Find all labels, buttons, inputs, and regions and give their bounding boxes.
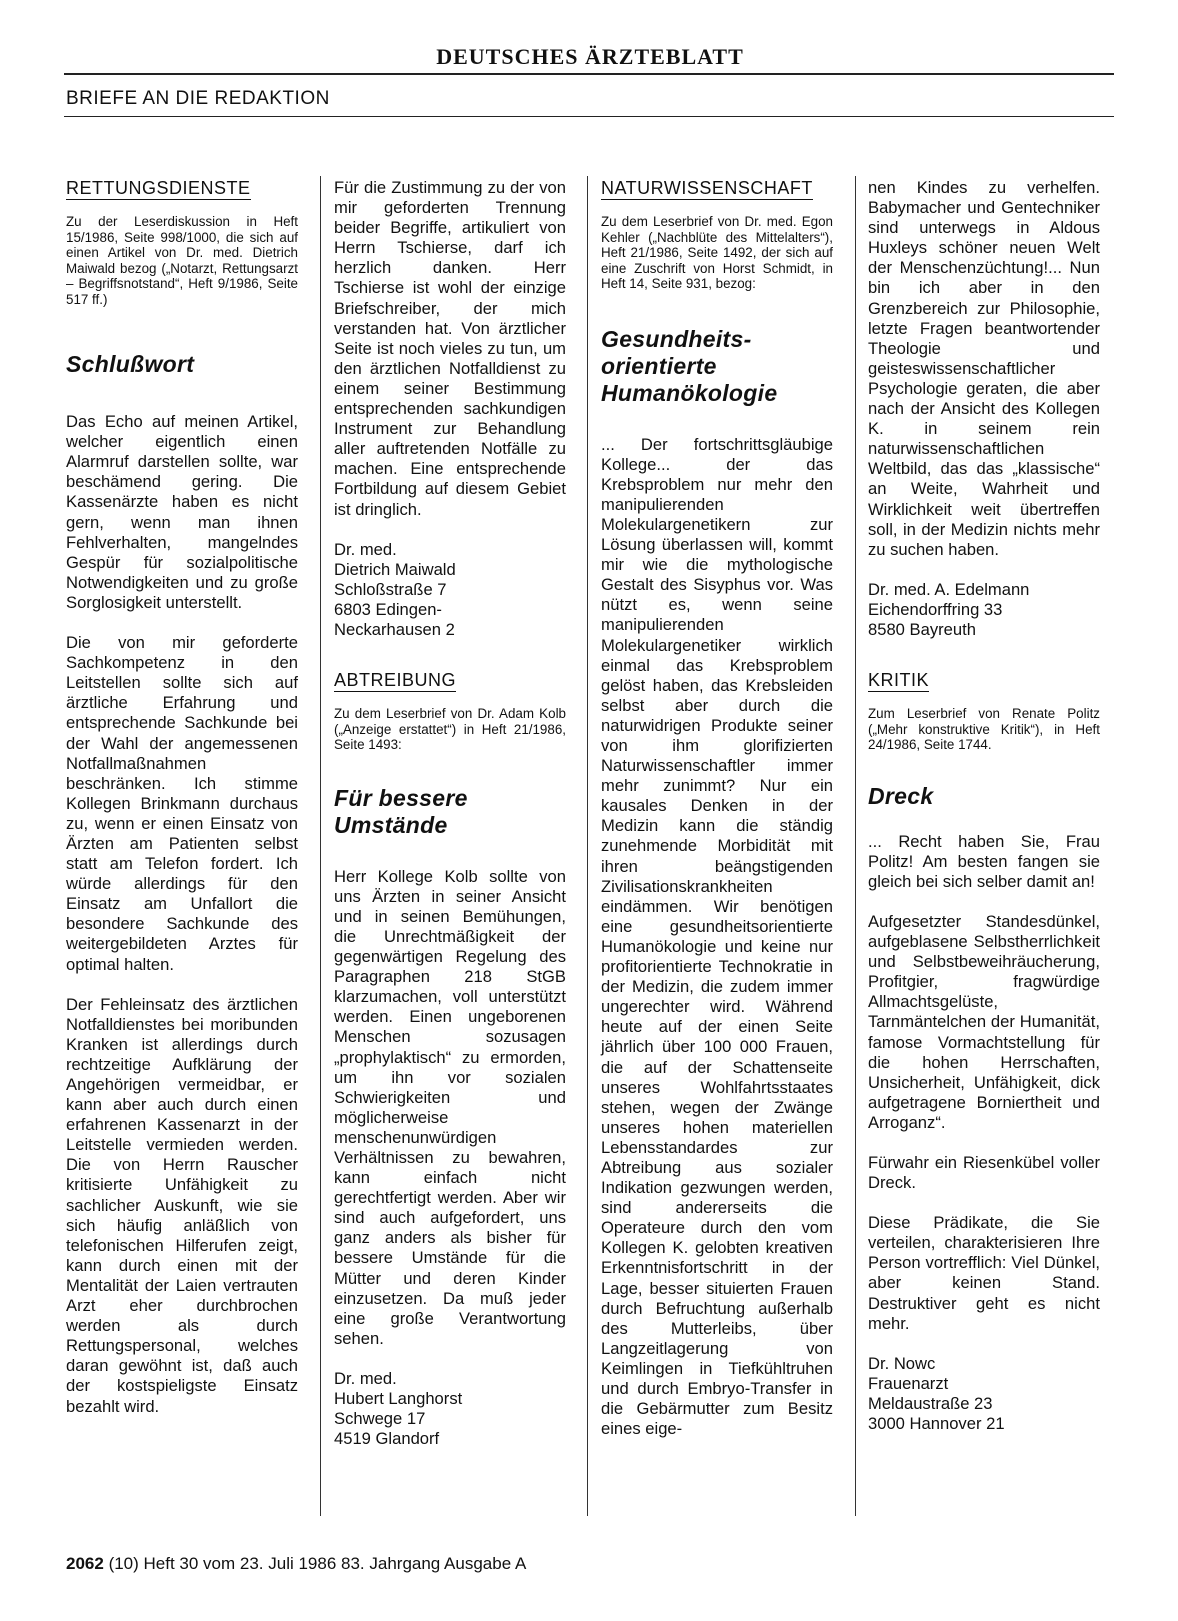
paragraph: Diese Prädikate, die Sie verteilen, charakterisieren Ihre Person vortrefflich: Viel Dünkel, aber keinen Stand. Destruktiver geht es nicht mehr. xyxy=(868,1213,1100,1333)
signature-line: Frauenarzt xyxy=(868,1373,949,1393)
letter-intro: Zu der Leserdiskussion in Heft 15/1986, Seite 998/1000, die sich auf einen Artikel von Dr. med. Dietrich Maiwald bezog („Notarzt, Rettungsarzt – Begriffsnotstand“, Heft 9/1986, Seite 517 ff.) xyxy=(66,214,298,307)
signature-line: Schwege 17 xyxy=(334,1409,426,1429)
letter-headline: Schlußwort xyxy=(66,351,195,378)
paragraph: Die von mir geforderte Sachkompetenz in den Leitstellen sollte sich auf ärztliche Erfahrung und entsprechende Sachkunde bei der Wahl der angemessenen Notfallmaßnahmen beschränken. Ich stimme Kollegen Brinkmann durchaus zu, wenn er einen Einsatz von Ärzten am Patienten selbst statt am Telefon fordert. Ich würde allerdings für den Einsatz am Unfallort die besondere Sachkunde des weitergebildeten Arztes für optimal halten. xyxy=(66,633,298,974)
letter-intro: Zu dem Leserbrief von Dr. med. Egon Kehler („Nachblüte des Mittelalters“), Heft 21/1986, Seite 1492, der sich auf eine Zuschrift von Horst Schmidt, in Heft 14, Seite 931, bezog: xyxy=(601,214,833,292)
signature-line: 4519 Glandorf xyxy=(334,1429,440,1449)
headline-line: Für bessere xyxy=(334,784,468,811)
column-divider xyxy=(855,176,856,1516)
letter-headline xyxy=(334,785,566,839)
letter-headline: Dreck xyxy=(868,782,934,809)
signature-line: Meldaustraße 23 xyxy=(868,1393,993,1413)
masthead: DEUTSCHES ÄRZTEBLATT xyxy=(436,44,744,69)
page-footer xyxy=(66,1554,526,1574)
column-divider xyxy=(320,176,321,1516)
paragraph: Das Echo auf meinen Artikel, welcher eigentlich einen Alarmruf darstellen sollte, war beschämend gering. Die Kassenärzte haben es nicht gern, wenn man ihnen Fehlverhalten, mangelndes Gespür für sozialpolitische Notwendigkeiten und zu große Sorglosigkeit unterstellt. xyxy=(66,412,298,612)
signature-line: Dr. med. A. Edelmann xyxy=(868,579,1030,599)
signature xyxy=(868,1354,1100,1434)
letter-headline xyxy=(601,326,833,407)
issue-info: (10) Heft 30 vom 23. Juli 1986 83. Jahrgang Ausgabe A xyxy=(108,1554,527,1573)
section-rule xyxy=(64,116,1114,117)
paragraph: Der Fehleinsatz des ärztlichen Notfalldienstes bei moribunden Kranken ist allerdings durch rechtzeitige Aufklärung der Angehörigen vermeidbar, er kann aber auch durch einen erfahrenen Kassenarzt in der Leitstelle vermieden werden. Die von Herrn Rauscher kritisierte Unfähigkeit zu sachlicher Auskunft, wie sie sich häufig anläßlich von telefonischen Hilferufen zeigt, kann durch einen mit der Mentalität der Laien vertrauten Arzt eher durchbrochen werden als durch Rettungspersonal, welches daran gewöhnt ist, daß auch der kostspieligste Einsatz bezahlt wird. xyxy=(66,994,298,1416)
paragraph: Aufgesetzter Standesdünkel, aufgeblasene Selbstherrlichkeit und Selbstbeweihräucherung, Profitgier, fragwürdige Allmachtsgelüste, Tarnmäntelchen der Humanität, famose Vormachtstellung für die hohen Herrschaften, Unsicherheit, Unfähigkeit, dick aufgetragene Borniertheit und Arroganz“. xyxy=(868,911,1100,1132)
column-1 xyxy=(66,178,298,1417)
column-3 xyxy=(601,178,833,1439)
column-divider xyxy=(587,176,588,1516)
column-4 xyxy=(868,178,1100,1434)
letter-intro: Zum Leserbrief von Renate Politz („Mehr konstruktive Kritik“), in Heft 24/1986, Seite 1744. xyxy=(868,706,1100,753)
letter-intro: Zu dem Leserbrief von Dr. Adam Kolb („Anzeige erstattet“) in Heft 21/1986, Seite 1493: xyxy=(334,706,566,753)
signature-line: Dr. med. xyxy=(334,539,397,559)
section-title: BRIEFE AN DIE REDAKTION xyxy=(66,88,330,109)
signature xyxy=(334,1369,566,1449)
signature-line: 6803 Edingen- xyxy=(334,599,442,619)
rubric: NATURWISSENSCHAFT xyxy=(601,178,813,200)
signature-line: Dr. Nowc xyxy=(868,1353,936,1373)
signature-line: 8580 Bayreuth xyxy=(868,619,976,639)
signature-line: Dr. med. xyxy=(334,1368,397,1388)
headline-line: Umstände xyxy=(334,811,448,838)
headline-line: Gesundheits- xyxy=(601,325,752,352)
page-number: 2062 xyxy=(66,1554,104,1573)
rubric: KRITIK xyxy=(868,670,929,692)
signature xyxy=(334,540,566,640)
signature-line: Hubert Langhorst xyxy=(334,1389,463,1408)
signature-line: 3000 Hannover 21 xyxy=(868,1414,1005,1433)
signature xyxy=(868,580,1100,640)
signature-line: Eichendorffring 33 xyxy=(868,599,1003,619)
signature-line: Schloßstraße 7 xyxy=(334,579,447,599)
masthead-rule xyxy=(64,73,1114,75)
paragraph: ... Der fortschrittsgläubige Kollege... der das Krebsproblem nur mehr den manipulierenden Molekulargenetikern zur Lösung überlassen will, kommt mir wie die mythologische Gestalt des Sisyphus vor. Was nützt es, wenn seine manipulierenden Molekulargenetiker wirklich einmal das Krebsproblem gelöst haben, das Krebsleiden selbst aber durch die naturwidrigen Produkte seiner von ihm glorifizierten Naturwissenschaftler immer mehr zunimmt? Nur ein kausales Denken in der Medizin kann die ständig zunehmende Morbidität mit ihren beängstigenden Zivilisationskrankheiten eindämmen. Wir benötigen eine gesundheitsorientierte Humanökologie und keine nur profitorientierte Technokratie in der Medizin, die zudem immer ungerechter wird. Während heute auf der einen Seite jährlich über 100 000 Frauen, die auf der Schattenseite unseres Wohlfahrtsstaates stehen, wegen der Zwänge unseres hohen materiellen Lebensstandardes zur Abtreibung aus sozialer Indikation gezwungen werden, sind andererseits die Operateure durch den vom Kollegen K. gelobten kreativen Erkenntnisfortschritt in der Lage, besser situierten Frauen durch Befruchtung außerhalb des Mutterleibs, über Langzeitlagerung von Keimlingen in Tiefkühltruhen und durch Embryo-Transfer in die Gebärmutter zum Besitz eines eige- xyxy=(601,434,833,1439)
paragraph: Fürwahr ein Riesenkübel voller Dreck. xyxy=(868,1152,1100,1193)
paragraph: ... Recht haben Sie, Frau Politz! Am besten fangen sie gleich bei sich selber damit an! xyxy=(868,831,1100,891)
headline-line: Humanökologie xyxy=(601,379,778,406)
signature-line: Dietrich Maiwald xyxy=(334,559,456,579)
paragraph: nen Kindes zu verhelfen. Babymacher und Gentechniker sind unterwegs in Aldous Huxleys schöner neuen Welt der Menschenzüchtung!... Nun bin ich aber in den Grenzbereich zur Philosophie, letzte Fragen beantwortender Theologie und geisteswissenschaftlicher Psychologie geraten, die aber nach der Ansicht des Kollegen K. in seinem rein naturwissenschaftlichen Weltbild, das das „klassische“ an Weite, Wahrheit und Wirklichkeit weit übertreffen soll, in der Medizin nichts mehr zu suchen haben. xyxy=(868,178,1100,559)
paragraph: Herr Kollege Kolb sollte von uns Ärzten in seiner Ansicht und in seinen Bemühungen, die Unrechtmäßigkeit der gegenwärtigen Regelung des Paragraphen 218 StGB klarzumachen, voll unterstützt werden. Einen ungeborenen Menschen sozusagen „prophylaktisch“ zu ermorden, um ihn vor sozialen Schwierigkeiten und möglicherweise menschenunwürdigen Verhältnissen zu bewahren, kann einfach nicht gerechtfertigt werden. Aber wir sind auch aufgefordert, uns ganz anders als bisher für bessere Umstände für die Mütter und deren Kinder einzusetzen. Da muß jeder eine große Verantwortung sehen. xyxy=(334,866,566,1348)
headline-line: orientierte xyxy=(601,352,717,379)
rubric: ABTREIBUNG xyxy=(334,670,456,692)
rubric: RETTUNGSDIENSTE xyxy=(66,178,251,200)
signature-line: Neckarhausen 2 xyxy=(334,619,455,639)
paragraph: Für die Zustimmung zu der von mir geforderten Trennung beider Begriffe, artikuliert von Herrn Tschierse, darf ich herzlich danken. Herr Tschierse ist wohl der einzige Briefschreiber, der mich verstanden hat. Von ärztlicher Seite ist noch vieles zu tun, um den ärztlichen Notfalldienst zu einem seiner Bestimmung entsprechenden sachkundigen Instrument zur Behandlung aller auftretenden Notfälle zu machen. Eine entsprechende Fortbildung auf diesem Gebiet ist dringlich. xyxy=(334,178,566,519)
column-2 xyxy=(334,178,566,1449)
